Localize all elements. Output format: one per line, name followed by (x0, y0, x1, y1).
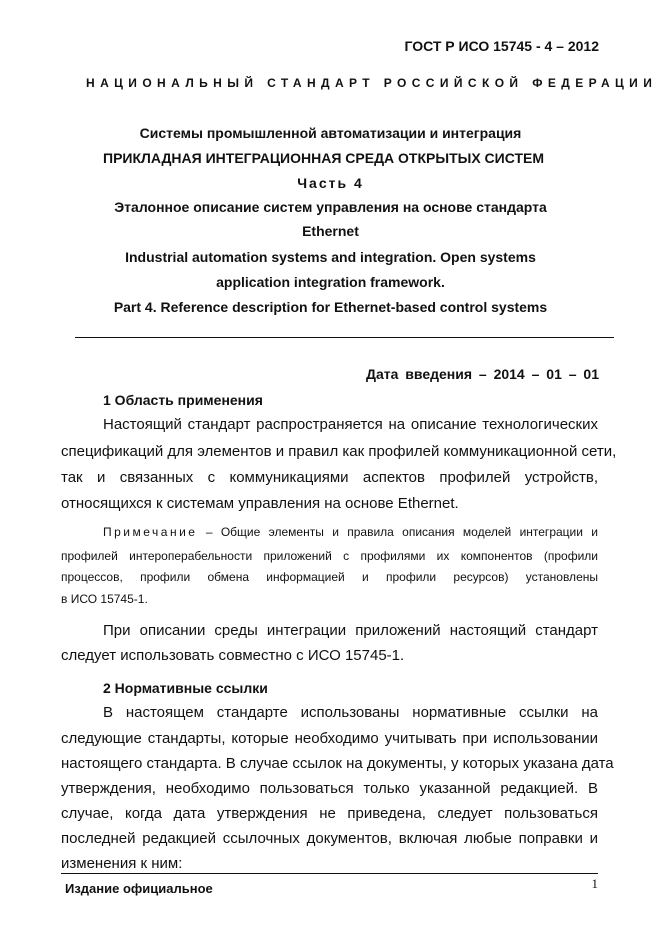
section-1-paragraph-2-line: При описании среды интеграции приложений настоящий стандарт (103, 622, 598, 639)
english-title-line-1: Industrial automation systems and integration. Open systems (125, 249, 536, 265)
section-1-paragraph-line: Настоящий стандарт распространяется на описание технологических (103, 416, 598, 433)
section-1-heading: 1 Область применения (103, 392, 263, 408)
note-line: профилей интероперабельности приложений с профилями их компонентов (профили (61, 549, 598, 563)
section-2-paragraph-line: изменения к ним: (61, 855, 183, 872)
english-title-line-2: application integration framework. (216, 274, 445, 290)
note-line: процессов, профили обмена информацией и профили ресурсов) установлены (61, 570, 598, 584)
part-label: Часть 4 (297, 175, 364, 191)
section-2-paragraph-line: утверждения, необходимо пользоваться только указанной редакцией. В (61, 780, 598, 797)
introduction-date: Дата введения – 2014 – 01 – 01 (366, 366, 599, 382)
note-label: Примечание (103, 525, 198, 539)
document-id: ГОСТ Р ИСО 15745 - 4 – 2012 (404, 38, 599, 54)
section-1-paragraph-line: так и связанных с коммуникациями аспектов профилей устройств, (61, 469, 598, 486)
note-line (103, 525, 598, 539)
section-2-paragraph-line: последней редакцией ссылочных документов, включая любые поправки и (61, 830, 598, 847)
note-text: – Общие элементы и правила описания моделей интеграции и (197, 525, 598, 539)
section-2-paragraph-line: настоящего стандарта. В случае ссылок на документы, у которых указана дата (61, 755, 614, 772)
title-line-2: ПРИКЛАДНАЯ ИНТЕГРАЦИОННАЯ СРЕДА ОТКРЫТЫХ СИСТЕМ (103, 150, 545, 166)
section-2-paragraph-line: В настоящем стандарте использованы нормативные ссылки на (103, 704, 598, 721)
official-edition-label: Издание официальное (65, 881, 213, 896)
section-2-paragraph-line: следующие стандарты, которые необходимо учитывать при использовании (61, 730, 598, 747)
section-2-paragraph-line: случае, когда дата утверждения не приведена, следует пользоваться (61, 805, 598, 822)
note-line: в ИСО 15745-1. (61, 592, 148, 606)
russian-subtitle-line-1: Эталонное описание систем управления на основе стандарта (114, 199, 547, 215)
page-number: 1 (591, 876, 598, 891)
section-2-heading: 2 Нормативные ссылки (103, 680, 268, 696)
title-line-1: Системы промышленной автоматизации и интеграция (139, 125, 522, 141)
english-title-line-3: Part 4. Reference description for Ethernet-based control systems (113, 299, 548, 315)
russian-subtitle-line-2: Ethernet (302, 223, 359, 239)
title-divider (75, 337, 614, 338)
section-1-paragraph-line: относящихся к системам управления на основе Ethernet. (61, 495, 459, 512)
section-1-paragraph-line: спецификаций для элементов и правил как профилей коммуникационной сети, (61, 443, 617, 460)
footer-divider (61, 873, 598, 874)
standard-banner: НАЦИОНАЛЬНЫЙ СТАНДАРТ РОССИЙСКОЙ ФЕДЕРАЦИИ (86, 76, 658, 90)
section-1-paragraph-2-line: следует использовать совместно с ИСО 15745-1. (61, 647, 405, 664)
